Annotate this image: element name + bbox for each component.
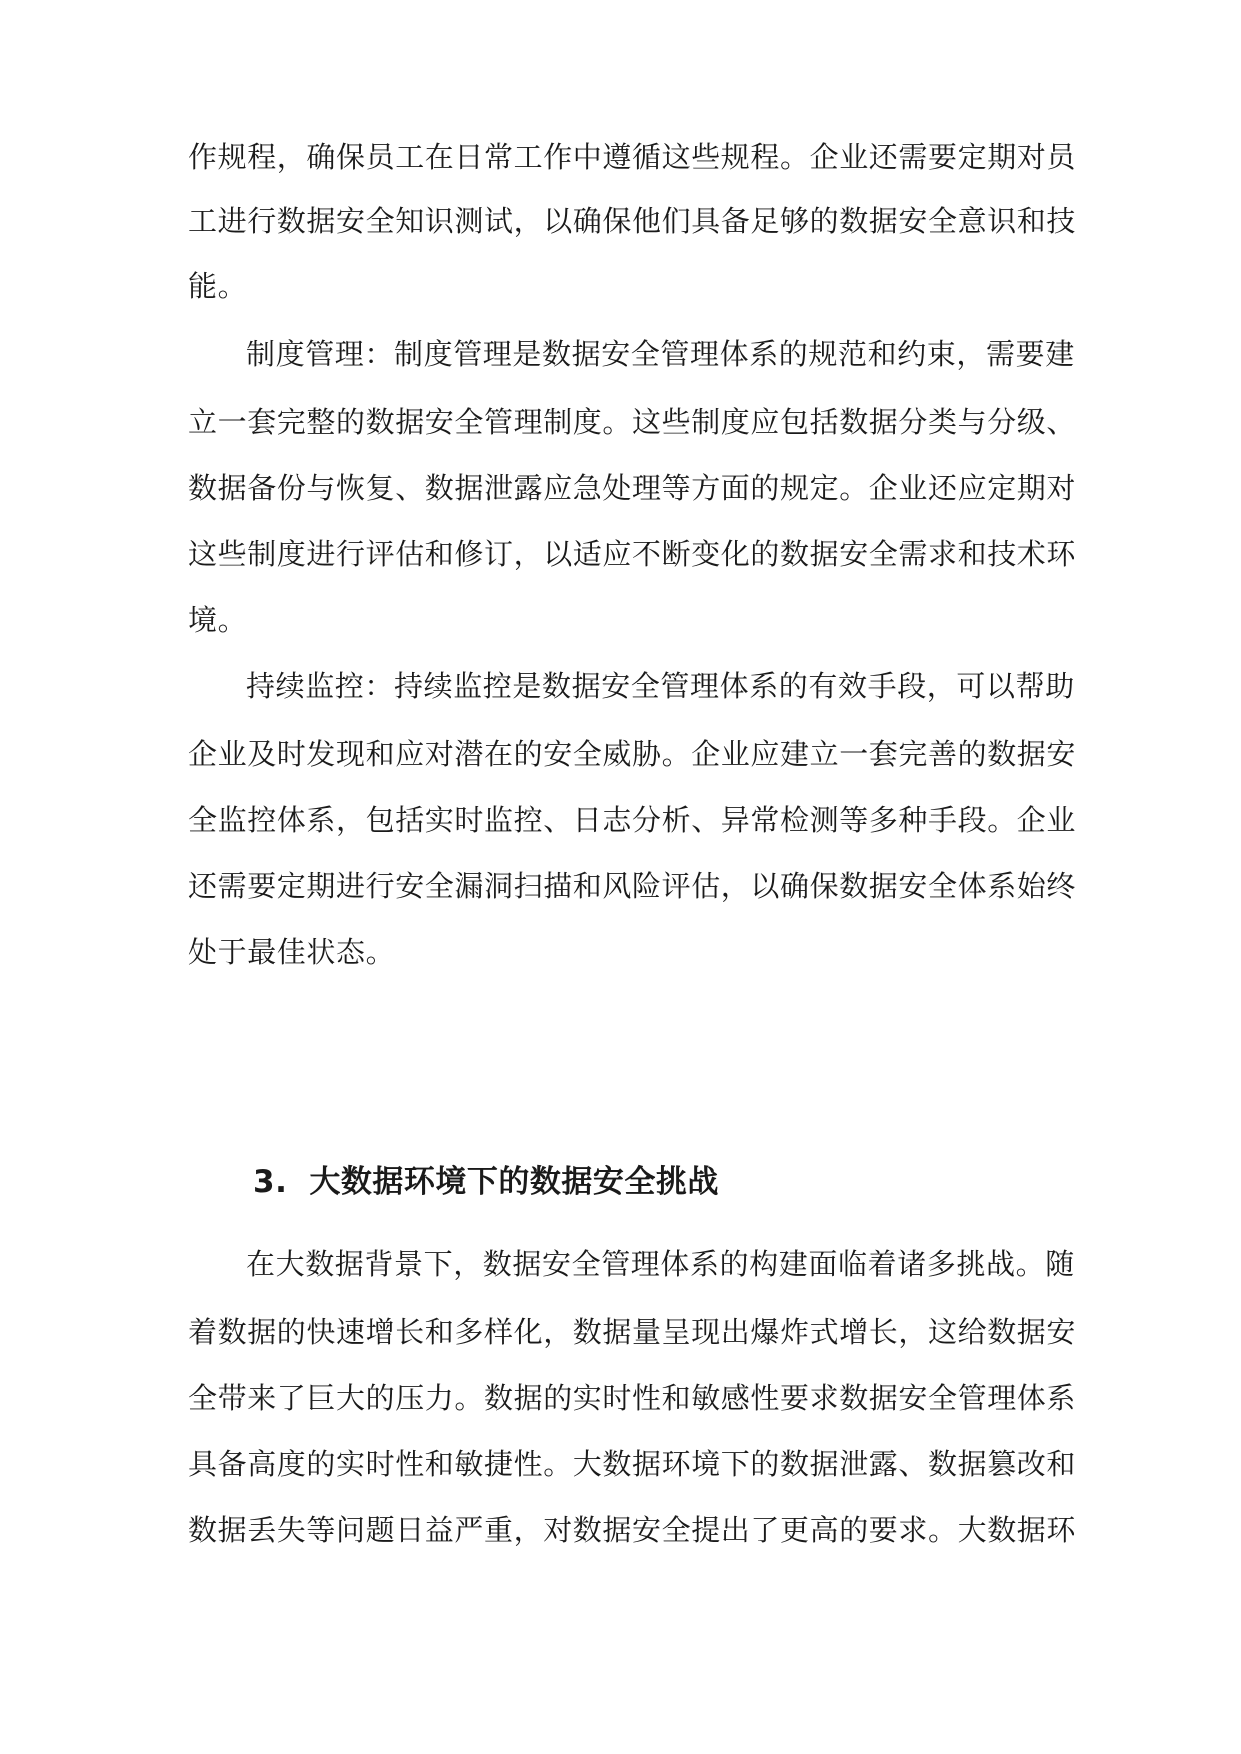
paragraph-line: 数据备份与恢复、数据泄露应急处理等方面的规定。企业还应定期对 <box>188 471 1077 505</box>
paragraph-line: 作规程，确保员工在日常工作中遵循这些规程。企业还需要定期对员 <box>188 140 1077 174</box>
paragraph-line: 立一套完整的数据安全管理制度。这些制度应包括数据分类与分级、 <box>188 405 1077 439</box>
paragraph-line: 企业及时发现和应对潜在的安全威胁。企业应建立一套完善的数据安 <box>188 737 1077 771</box>
paragraph-line: 在大数据背景下，数据安全管理体系的构建面临着诸多挑战。随 <box>246 1247 1075 1281</box>
paragraph-line: 数据丢失等问题日益严重，对数据安全提出了更高的要求。大数据环 <box>188 1513 1077 1547</box>
paragraph-line: 全带来了巨大的压力。数据的实时性和敏感性要求数据安全管理体系 <box>188 1381 1077 1415</box>
section-number: 3. <box>253 1164 288 1200</box>
paragraph-line: 工进行数据安全知识测试，以确保他们具备足够的数据安全意识和技 <box>188 204 1077 238</box>
paragraph-line: 具备高度的实时性和敏捷性。大数据环境下的数据泄露、数据篡改和 <box>188 1447 1077 1481</box>
paragraph-line: 这些制度进行评估和修订，以适应不断变化的数据安全需求和技术环 <box>188 537 1077 571</box>
section-heading <box>253 1161 719 1203</box>
section-title: 大数据环境下的数据安全挑战 <box>309 1164 719 1200</box>
paragraph-line: 全监控体系，包括实时监控、日志分析、异常检测等多种手段。企业 <box>188 803 1077 837</box>
paragraph-line: 处于最佳状态。 <box>188 935 396 969</box>
paragraph-line: 还需要定期进行安全漏洞扫描和风险评估，以确保数据安全体系始终 <box>188 869 1077 903</box>
paragraph-line: 制度管理：制度管理是数据安全管理体系的规范和约束，需要建 <box>246 337 1075 371</box>
paragraph-line: 持续监控：持续监控是数据安全管理体系的有效手段，可以帮助 <box>246 669 1075 703</box>
paragraph-line: 能。 <box>188 269 248 303</box>
paragraph-line: 境。 <box>188 603 248 637</box>
paragraph-line: 着数据的快速增长和多样化，数据量呈现出爆炸式增长，这给数据安 <box>188 1315 1077 1349</box>
